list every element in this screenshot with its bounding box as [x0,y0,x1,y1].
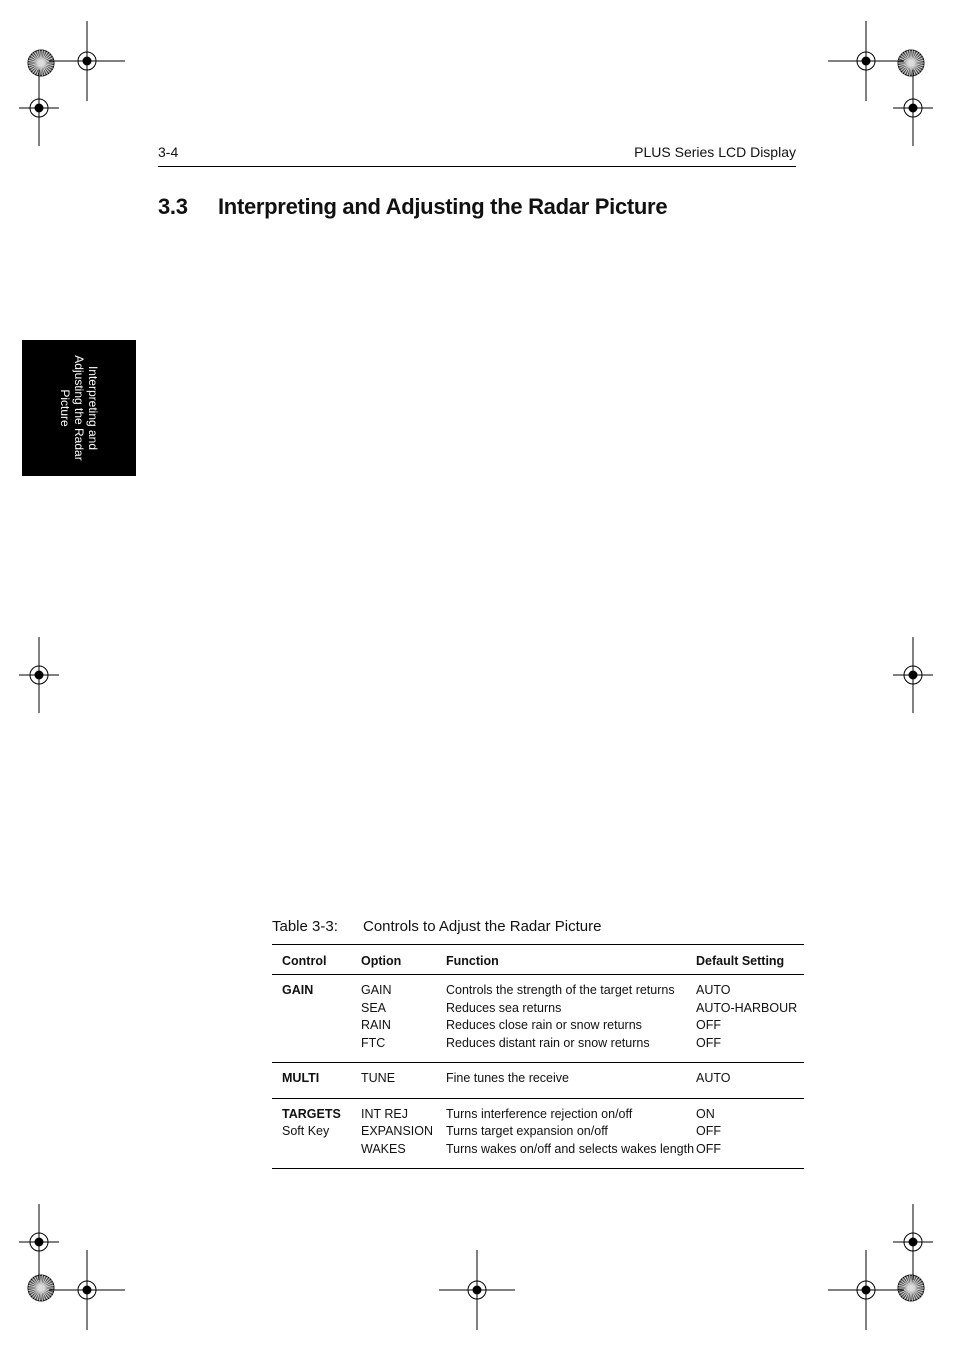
function-cell [446,1063,696,1099]
header-option: Option [361,954,402,968]
header-default-setting: Default Setting [696,954,785,968]
header-function: Function [446,954,499,968]
function-text: Fine tunes the receive [446,1071,569,1085]
header-control: Control [282,954,327,968]
function-text: Reduces close rain or snow returns [446,1018,642,1032]
chapter-side-tab [22,340,136,476]
option-text: GAIN [361,983,392,997]
option-cell [361,1063,446,1099]
section-title: Interpreting and Adjusting the Radar Picture [218,194,668,219]
section-number: 3.3 [158,194,188,219]
control-name: GAIN [282,983,314,997]
control-name: TARGETS [282,1106,341,1121]
table-caption [272,918,601,935]
section-heading [158,194,667,220]
table-caption-label: Table 3-3: [272,918,338,935]
header-rule [158,166,796,167]
function-text: Reduces distant rain or snow returns [446,1035,650,1050]
function-cell [446,1098,696,1169]
function-cell [446,975,696,1063]
function-text: Turns interference rejection on/off [446,1106,633,1121]
function-text: Reduces sea returns [446,1000,562,1015]
option-text: EXPANSION [361,1124,434,1138]
table-row [272,1063,804,1099]
default-setting-text: OFF [696,1141,721,1156]
function-text: Turns target expansion on/off [446,1124,608,1138]
page-number: 3-4 [158,144,179,160]
side-tab-label: Interpreting and Adjusting the Radar Picture [58,355,100,461]
control-name: MULTI [282,1071,320,1085]
option-text: RAIN [361,1018,391,1032]
table-caption-title: Controls to Adjust the Radar Picture [363,918,602,935]
running-title: PLUS Series LCD Display [634,144,796,160]
option-text: WAKES [361,1141,406,1156]
default-setting-text: OFF [696,1124,721,1138]
control-cell [272,1063,361,1099]
control-cell [272,1098,361,1169]
control-cell [272,975,361,1063]
default-setting-cell [696,1063,804,1099]
option-text: INT REJ [361,1106,408,1121]
default-setting-text: OFF [696,1018,721,1032]
option-cell [361,1098,446,1169]
option-cell [361,975,446,1063]
default-setting-cell [696,1098,804,1169]
default-setting-text: OFF [696,1035,721,1050]
default-setting-text: AUTO [696,983,731,997]
control-subtitle: Soft Key [282,1124,330,1138]
controls-table [272,944,804,1169]
default-setting-text: AUTO [696,1071,731,1085]
table-row [272,1098,804,1169]
table-row [272,975,804,1063]
function-text: Turns wakes on/off and selects wakes length [446,1141,695,1156]
default-setting-text: AUTO-HARBOUR [696,1000,798,1015]
option-text: FTC [361,1035,386,1050]
function-text: Controls the strength of the target returns [446,983,675,997]
option-text: SEA [361,1000,387,1015]
option-text: TUNE [361,1071,396,1085]
default-setting-cell [696,975,804,1063]
table-header-row [272,945,804,975]
default-setting-text: ON [696,1106,715,1121]
